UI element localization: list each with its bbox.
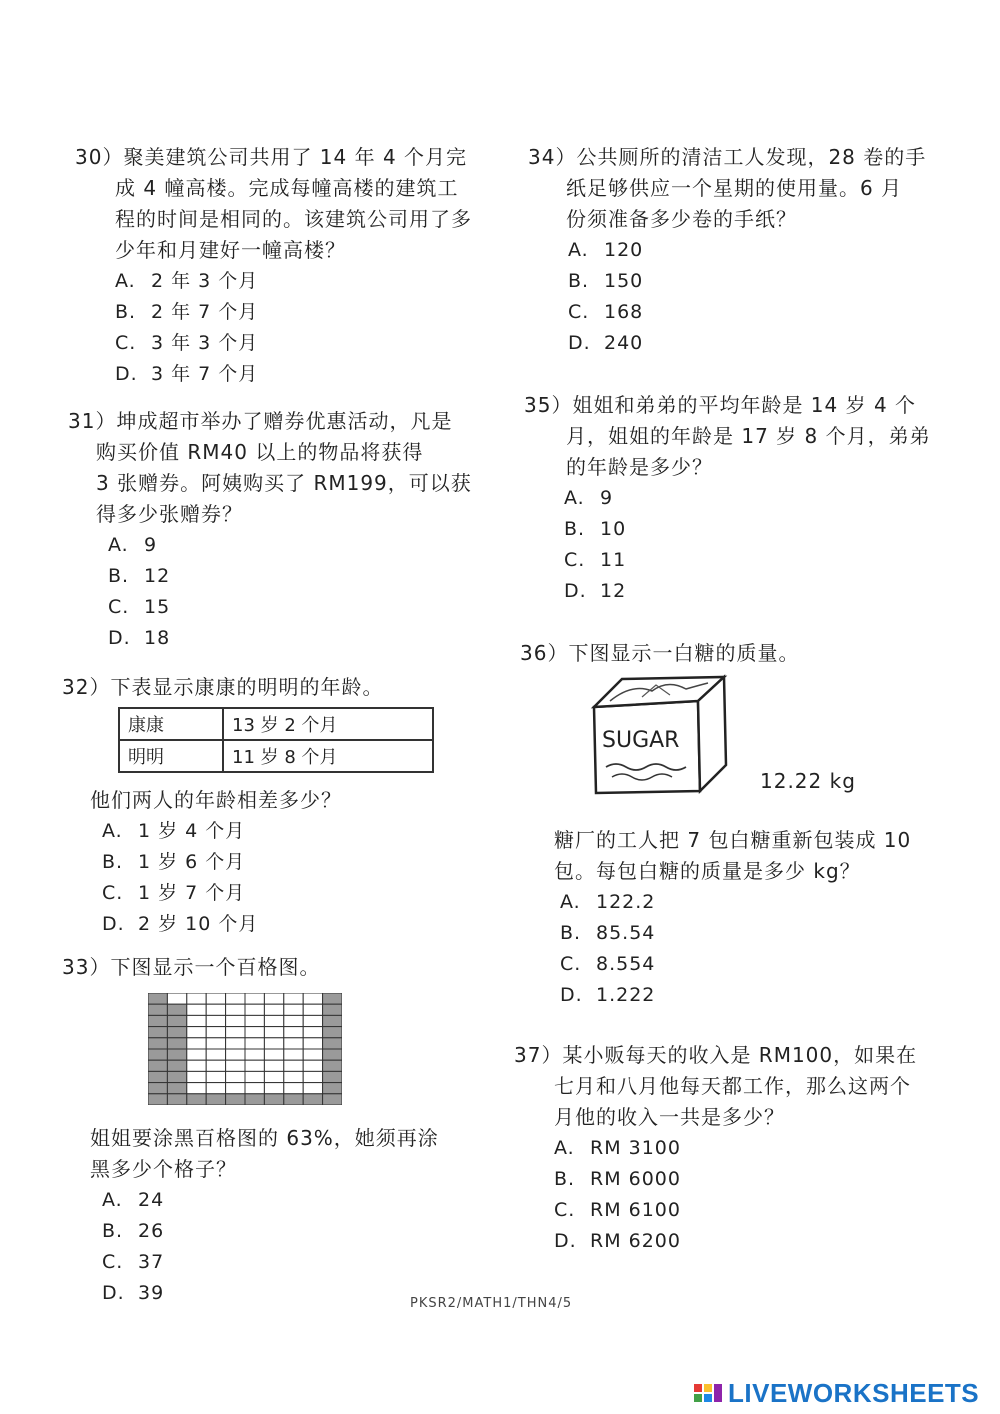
grid-cell [226, 993, 245, 1004]
question-34 [528, 142, 926, 359]
grid-cell [303, 1060, 322, 1071]
grid-cell [264, 1027, 283, 1038]
grid-cell [284, 1004, 303, 1015]
question-text: 他们两人的年龄相差多少？ [90, 788, 342, 812]
question-text: 糖厂的工人把 7 包白糖重新包装成 10 [554, 828, 912, 852]
question-36 [520, 638, 912, 1011]
options-list [102, 816, 434, 940]
option-d[interactable]: D. 2 岁 10 个月 [102, 913, 259, 935]
grid-cell [187, 1038, 206, 1049]
grid-cell-shaded [323, 1027, 342, 1038]
options-list [564, 483, 931, 607]
grid-cell-shaded [167, 1060, 186, 1071]
option-d[interactable]: D. 3 年 7 个月 [115, 363, 259, 385]
sugar-bag-illustration [582, 671, 732, 797]
table-row [119, 740, 433, 772]
grid-cell-shaded [245, 1094, 264, 1105]
mass-label: 12.22 kg [760, 769, 856, 793]
grid-cell [284, 1038, 303, 1049]
option-c[interactable]: C. 168 [568, 301, 644, 323]
option-d[interactable]: D. 12 [564, 580, 627, 602]
option-b[interactable]: B. 150 [568, 270, 644, 292]
grid-cell-shaded [167, 1038, 186, 1049]
grid-cell [206, 993, 225, 1004]
grid-cell [245, 1071, 264, 1082]
option-c[interactable]: C. RM 6100 [554, 1199, 681, 1221]
grid-cell-shaded [323, 1049, 342, 1060]
grid-cell [245, 1060, 264, 1071]
grid-cell [226, 1015, 245, 1026]
question-text: 37）某小贩每天的收入是 RM100，如果在 [514, 1043, 918, 1067]
grid-cell [303, 1015, 322, 1026]
grid-cell [284, 1071, 303, 1082]
option-b[interactable]: B. 1 岁 6 个月 [102, 851, 246, 873]
grid-cell [303, 1071, 322, 1082]
grid-cell-shaded [167, 1015, 186, 1026]
age-cell: 13 岁 2 个月 [223, 708, 433, 740]
option-a[interactable]: A. 122.2 [560, 891, 656, 913]
grid-cell-shaded [323, 1038, 342, 1049]
grid-cell-shaded [148, 993, 167, 1004]
grid-cell [245, 1015, 264, 1026]
question-text: 月他的收入一共是多少？ [554, 1105, 785, 1129]
question-text: 包。每包白糖的质量是多少 kg？ [554, 859, 861, 883]
grid-cell [284, 1027, 303, 1038]
option-d[interactable]: D. RM 6200 [554, 1230, 681, 1252]
grid-cell-shaded [148, 1060, 167, 1071]
grid-cell [245, 1049, 264, 1060]
grid-cell-shaded [323, 1004, 342, 1015]
question-text: 纸足够供应一个星期的使用量。6 月 [566, 176, 903, 200]
grid-cell-shaded [323, 1015, 342, 1026]
question-text: 36）下图显示一白糖的质量。 [520, 641, 800, 665]
question-text: 成 4 幢高楼。完成每幢高楼的建筑工 [115, 176, 459, 200]
name-cell: 明明 [119, 740, 223, 772]
question-text: 得多少张赠券？ [96, 502, 243, 526]
grid-cell [226, 1004, 245, 1015]
grid-cell [187, 1083, 206, 1094]
grid-cell-shaded [167, 1049, 186, 1060]
option-b[interactable]: B. 85.54 [560, 922, 656, 944]
question-text: 黑多少个格子？ [90, 1157, 237, 1181]
question-text: 的年龄是多少？ [566, 455, 713, 479]
grid-cell [264, 1049, 283, 1060]
options-list [115, 266, 472, 390]
question-text: 35）姐姐和弟弟的平均年龄是 14 岁 4 个 [524, 393, 917, 417]
option-a[interactable]: A. 120 [568, 239, 644, 261]
question-37 [514, 1040, 917, 1257]
name-cell: 康康 [119, 708, 223, 740]
options-list [560, 887, 912, 1011]
grid-cell [206, 1027, 225, 1038]
grid-cell-shaded [187, 1094, 206, 1105]
brand-text: LIVEWORKSHEETS [728, 1378, 980, 1408]
grid-cell-shaded [167, 1027, 186, 1038]
grid-cell-shaded [167, 1004, 186, 1015]
question-32 [62, 672, 434, 940]
options-list [102, 1185, 439, 1309]
grid-cell [284, 993, 303, 1004]
option-c[interactable]: C. 11 [564, 549, 627, 571]
grid-cell [264, 1015, 283, 1026]
grid-cell-shaded [148, 1049, 167, 1060]
question-text: 程的时间是相同的。该建筑公司用了多 [115, 207, 472, 231]
option-c[interactable]: C. 15 [108, 596, 171, 618]
grid-cell [245, 1038, 264, 1049]
grid-cell [226, 1049, 245, 1060]
hundred-grid-figure [148, 993, 342, 1105]
grid-cell [303, 1038, 322, 1049]
grid-cell-shaded [323, 1094, 342, 1105]
grid-cell-shaded [206, 1094, 225, 1105]
question-31 [68, 406, 472, 654]
question-text: 少年和月建好一幢高楼？ [115, 238, 346, 262]
grid-cell-shaded [167, 1094, 186, 1105]
option-a[interactable]: A. RM 3100 [554, 1137, 681, 1159]
grid-cell-shaded [148, 1083, 167, 1094]
bag-label: SUGAR [602, 728, 680, 753]
grid-cell [264, 993, 283, 1004]
option-b[interactable]: B. 26 [102, 1220, 165, 1242]
grid-cell-shaded [323, 1071, 342, 1082]
option-d[interactable]: D. 39 [102, 1282, 165, 1304]
question-text: 31）坤成超市举办了赠券优惠活动，凡是 [68, 409, 453, 433]
grid-cell-shaded [264, 1094, 283, 1105]
option-d[interactable]: D. 240 [568, 332, 644, 354]
grid-cell-shaded [226, 1094, 245, 1105]
grid-cell [206, 1015, 225, 1026]
grid-cell [284, 1049, 303, 1060]
grid-cell [187, 993, 206, 1004]
grid-cell [245, 993, 264, 1004]
grid-cell [264, 1004, 283, 1015]
option-b[interactable]: B. 12 [108, 565, 171, 587]
grid-cell [303, 1027, 322, 1038]
grid-cell-shaded [303, 1094, 322, 1105]
question-30 [75, 142, 472, 390]
grid-cell [206, 1004, 225, 1015]
grid-cell [206, 1060, 225, 1071]
option-c[interactable]: C. 1 岁 7 个月 [102, 882, 246, 904]
liveworksheets-logo-icon [694, 1382, 724, 1406]
grid-cell-shaded [148, 1015, 167, 1026]
grid-cell [284, 1015, 303, 1026]
grid-cell-shaded [323, 993, 342, 1004]
options-list [554, 1133, 917, 1257]
grid-cell-shaded [148, 1071, 167, 1082]
grid-cell [284, 1060, 303, 1071]
sugar-figure [582, 671, 912, 811]
option-c[interactable]: C. 3 年 3 个月 [115, 332, 259, 354]
grid-cell-shaded [148, 1038, 167, 1049]
grid-cell-shaded [323, 1083, 342, 1094]
grid-cell [187, 1049, 206, 1060]
age-table [118, 707, 434, 773]
option-d[interactable]: D. 1.222 [560, 984, 656, 1006]
grid-cell [187, 1060, 206, 1071]
grid-cell-shaded [148, 1094, 167, 1105]
grid-cell-shaded [167, 1083, 186, 1094]
option-c[interactable]: C. 37 [102, 1251, 165, 1273]
option-a[interactable]: A. 24 [102, 1189, 165, 1211]
question-text: 份须准备多少卷的手纸？ [566, 207, 797, 231]
brand-watermark [694, 1378, 979, 1409]
grid-cell [303, 1004, 322, 1015]
grid-cell [264, 1071, 283, 1082]
grid-cell [284, 1083, 303, 1094]
grid-cell [303, 1083, 322, 1094]
grid-cell [187, 1015, 206, 1026]
question-text: 月，姐姐的年龄是 17 岁 8 个月，弟弟 [566, 424, 931, 448]
page-code: PKSR2/MATH1/THN4/5 [410, 1296, 573, 1311]
options-list [568, 235, 926, 359]
hundred-grid [148, 993, 439, 1109]
grid-cell [206, 1083, 225, 1094]
question-text: 34）公共厕所的清洁工人发现，28 卷的手 [528, 145, 927, 169]
grid-cell-shaded [284, 1094, 303, 1105]
question-text: 3 张赠券。阿姨购买了 RM199，可以获 [96, 471, 472, 495]
grid-cell [226, 1060, 245, 1071]
table-row [119, 708, 433, 740]
option-d[interactable]: D. 18 [108, 627, 171, 649]
grid-cell [167, 993, 186, 1004]
option-a[interactable]: A. 1 岁 4 个月 [102, 820, 246, 842]
option-b[interactable]: B. RM 6000 [554, 1168, 681, 1190]
question-text: 30）聚美建筑公司共用了 14 年 4 个月完 [75, 145, 468, 169]
grid-cell [187, 1004, 206, 1015]
age-cell: 11 岁 8 个月 [223, 740, 433, 772]
grid-cell [245, 1004, 264, 1015]
grid-cell [226, 1038, 245, 1049]
option-c[interactable]: C. 8.554 [560, 953, 656, 975]
question-33 [62, 952, 439, 1309]
question-text: 姐姐要涂黑百格图的 63%，她须再涂 [90, 1126, 439, 1150]
question-35 [524, 390, 931, 607]
grid-cell [264, 1060, 283, 1071]
option-a[interactable]: A. 9 [564, 487, 614, 509]
grid-cell [206, 1049, 225, 1060]
grid-cell [303, 993, 322, 1004]
options-list [108, 530, 472, 654]
grid-cell [264, 1038, 283, 1049]
grid-cell [206, 1071, 225, 1082]
grid-cell-shaded [323, 1060, 342, 1071]
grid-cell [206, 1038, 225, 1049]
grid-cell-shaded [148, 1027, 167, 1038]
option-b[interactable]: B. 10 [564, 518, 627, 540]
grid-cell [264, 1083, 283, 1094]
grid-cell [245, 1083, 264, 1094]
grid-cell [303, 1049, 322, 1060]
option-a[interactable]: A. 9 [108, 534, 158, 556]
grid-cell [187, 1071, 206, 1082]
grid-cell [187, 1027, 206, 1038]
grid-cell [226, 1083, 245, 1094]
question-text: 购买价值 RM40 以上的物品将获得 [96, 440, 424, 464]
grid-cell [226, 1071, 245, 1082]
grid-cell [245, 1027, 264, 1038]
grid-cell [226, 1027, 245, 1038]
question-text: 七月和八月他每天都工作，那么这两个 [554, 1074, 911, 1098]
option-b[interactable]: B. 2 年 7 个月 [115, 301, 259, 323]
question-text: 32）下表显示康康的明明的年龄。 [62, 675, 384, 699]
grid-cell-shaded [167, 1071, 186, 1082]
question-text: 33）下图显示一个百格图。 [62, 955, 321, 979]
grid-cell-shaded [148, 1004, 167, 1015]
option-a[interactable]: A. 2 年 3 个月 [115, 270, 259, 292]
